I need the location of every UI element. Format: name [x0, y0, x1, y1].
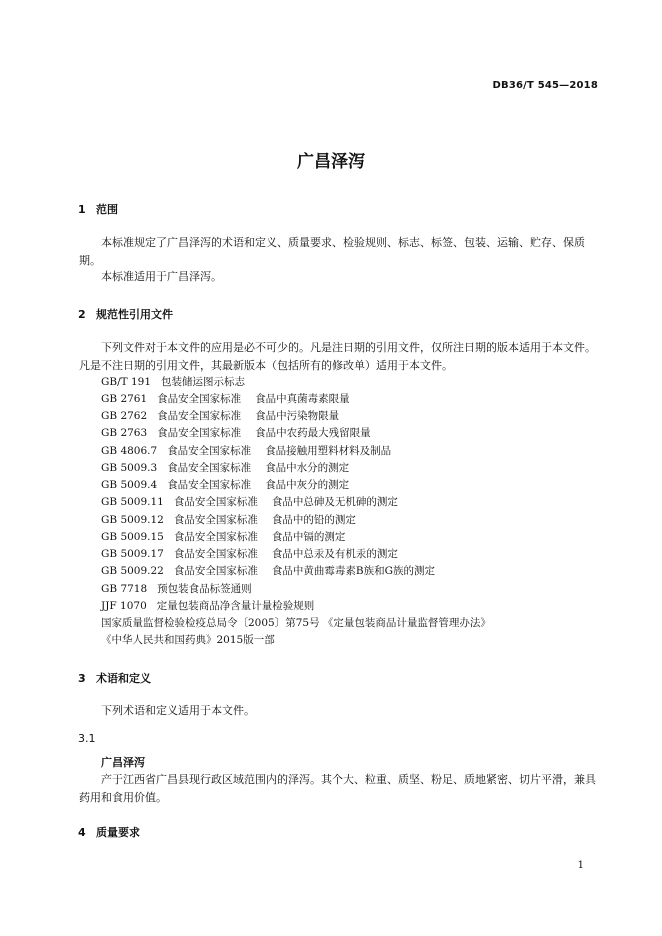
reference-title: 食品中水分的测定: [265, 462, 350, 474]
reference-code: GB 5009.11: [101, 496, 164, 508]
page-number: 1: [577, 860, 584, 871]
reference-category: 食品安全国家标准: [157, 393, 242, 405]
reference-category: 食品安全国家标准: [173, 565, 258, 577]
reference-code: GB 4806.7: [101, 445, 158, 457]
reference-row: [101, 546, 398, 561]
reference-title: 食品中总砷及无机砷的测定: [271, 496, 398, 508]
reference-row: [101, 598, 314, 613]
reference-row: [101, 425, 371, 440]
reference-title: 食品中污染物限量: [255, 410, 340, 422]
reference-code: GB 5009.15: [101, 531, 164, 543]
reference-category: 食品安全国家标准: [167, 445, 252, 457]
reference-category: 食品安全国家标准: [173, 496, 258, 508]
reference-row: [101, 581, 252, 596]
page-title: 广昌泽泻: [297, 152, 365, 172]
section-title: 范围: [96, 203, 118, 216]
section-2-heading: [78, 306, 173, 322]
section-4-heading: [78, 824, 140, 840]
reference-title: 包装储运图示标志: [161, 376, 246, 388]
reference-row: [101, 563, 435, 578]
reference-row: [101, 477, 349, 492]
section-title: 规范性引用文件: [96, 308, 173, 321]
reference-code: GB 5009.4: [101, 479, 158, 491]
reference-title: 定量包装商品净含量计量检验规则: [156, 600, 315, 612]
reference-row: [101, 443, 391, 458]
reference-title: 食品中总汞及有机汞的测定: [271, 548, 398, 560]
reference-code: GB 2763: [101, 427, 148, 439]
section-3-heading: [78, 670, 151, 686]
section-number: 1: [78, 203, 86, 216]
section-1-paragraph-2: 本标准适用于广昌泽泻。: [101, 270, 222, 283]
reference-code: GB 7718: [101, 583, 148, 595]
section-number: 4: [78, 826, 86, 839]
reference-title: 食品中镉的测定: [271, 531, 346, 543]
reference-title: 食品中农药最大残留限量: [255, 427, 371, 439]
document-code: DB36/T 545—2018: [492, 80, 598, 91]
reference-row: [101, 512, 356, 527]
reference-row: [101, 460, 349, 475]
reference-code: GB 5009.17: [101, 548, 164, 560]
reference-title: 食品中灰分的测定: [265, 479, 350, 491]
reference-title: 食品中的铅的测定: [271, 514, 356, 526]
reference-row: [101, 374, 245, 389]
reference-title: 预包装食品标签通则: [157, 583, 252, 595]
term-name: 广昌泽泻: [101, 756, 145, 769]
section-number: 3: [78, 672, 86, 685]
reference-order-75: 国家质量监督检验检疫总局令〔2005〕第75号 《定量包装商品计量监督管理办法》: [101, 617, 491, 629]
reference-code: JJF 1070: [101, 600, 147, 612]
reference-title: 食品接触用塑料材料及制品: [265, 445, 392, 457]
section-number: 2: [78, 308, 86, 321]
section-title: 质量要求: [96, 826, 140, 839]
reference-category: 食品安全国家标准: [167, 479, 252, 491]
reference-category: 食品安全国家标准: [173, 531, 258, 543]
reference-code: GB 2761: [101, 393, 148, 405]
reference-row: [101, 391, 350, 406]
section-2-paragraph-1: 下列文件对于本文件的应用是必不可少的。凡是注日期的引用文件，仅所注日期的版本适用于本文件。凡是不注日期的引用文件，其最新版本（包括所有的修改单）适用于本文件。: [79, 341, 596, 372]
section-3-paragraph-1: 下列术语和定义适用于本文件。: [101, 704, 255, 717]
section-1-heading: [78, 201, 118, 217]
reference-row: [101, 494, 398, 509]
reference-code: GB 5009.22: [101, 565, 164, 577]
reference-category: 食品安全国家标准: [167, 462, 252, 474]
reference-pharmacopoeia: 《中华人民共和国药典》2015版一部: [101, 634, 275, 646]
section-1-paragraph-1: 本标准规定了广昌泽泻的术语和定义、质量要求、检验规则、标志、标签、包装、运输、贮存、保质期。: [79, 236, 585, 267]
subsection-number: 3.1: [78, 732, 96, 745]
reference-code: GB 5009.3: [101, 462, 158, 474]
reference-category: 食品安全国家标准: [173, 548, 258, 560]
reference-code: GB/T 191: [101, 376, 152, 388]
reference-code: GB 2762: [101, 410, 148, 422]
reference-row: [101, 408, 339, 423]
reference-category: 食品安全国家标准: [173, 514, 258, 526]
reference-title: 食品中黄曲霉毒素B族和G族的测定: [271, 565, 435, 577]
term-definition: 产于江西省广昌县现行政区域范围内的泽泻。其个大、粒重、质坚、粉足、质地紧密、切片平滑，兼具药用和食用价值。: [79, 773, 596, 804]
reference-row: [101, 529, 345, 544]
section-title: 术语和定义: [96, 672, 151, 685]
reference-category: 食品安全国家标准: [157, 410, 242, 422]
reference-code: GB 5009.12: [101, 514, 164, 526]
reference-title: 食品中真菌毒素限量: [255, 393, 350, 405]
reference-category: 食品安全国家标准: [157, 427, 242, 439]
